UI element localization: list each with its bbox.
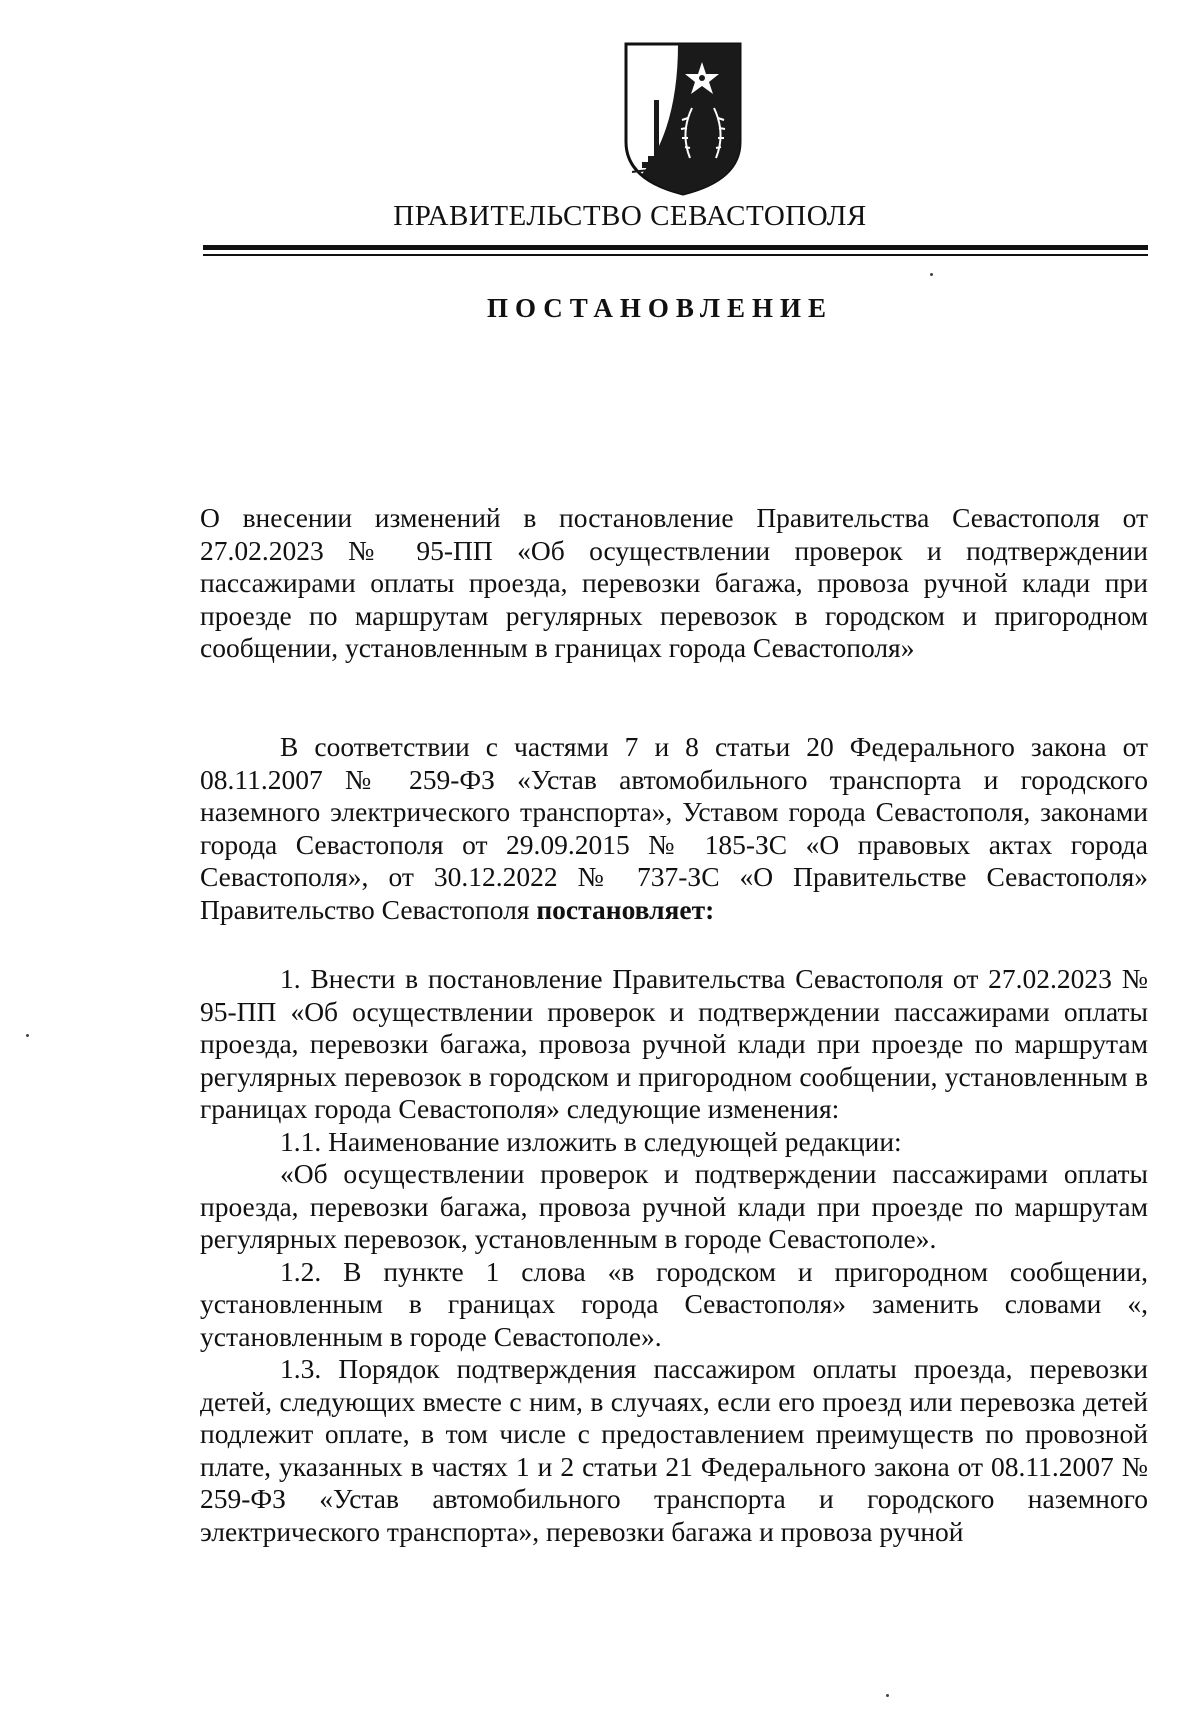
scan-speck <box>886 1694 889 1697</box>
resolution-items <box>200 963 1148 1548</box>
preamble <box>200 731 1148 926</box>
scan-speck <box>26 1034 29 1037</box>
scan-speck <box>930 273 933 276</box>
item-1-3: 1.3. Порядок подтверждения пассажиром оплаты проезда, перевозки детей, следующих вместе с ним, в случаях, если его проезд или перевозка детей подлежит оплате, в том числе с предоставлением преимуществ по провозной плате, указанных в частях 1 и 2 статьи 21 Федерального закона от 08.11.2007 № 259-ФЗ «Устав автомобильного транспорта и городского наземного электрического транспорта», перевозки багажа и провоза ручной <box>200 1353 1148 1547</box>
resolves-word: постановляет: <box>536 893 715 925</box>
item-1-1: 1.1. Наименование изложить в следующей редакции: <box>280 1125 902 1157</box>
item-1-2: 1.2. В пункте 1 слова «в городском и пригородном сообщении, установленным в границах города Севастополя» заменить словами «, установленным в городе Севастополе». <box>200 1255 1148 1352</box>
coat-of-arms-icon <box>618 38 748 198</box>
item-1-1-text: «Об осуществлении проверок и подтверждении пассажирами оплаты проезда, перевозки багажа, провоза ручной клади при проезде по маршрутам регулярных перевозок, установленным в городе Севастополе». <box>200 1158 1148 1254</box>
item-1: 1. Внести в постановление Правительства Севастополя от 27.02.2023 № 95-ПП «Об осуществлении проверок и подтверждении пассажирами оплаты проезда, перевозки багажа, провоза ручной клади при проезде по маршрутам регулярных перевозок в городском и пригородном сообщении, установленным в границах города Севастополя» следующие изменения: <box>200 963 1148 1124</box>
document-type-heading: ПОСТАНОВЛЕНИЕ <box>486 293 834 323</box>
document-subject: О внесении изменений в постановление Правительства Севастополя от 27.02.2023 № 95-ПП «Об осуществлении проверок и подтверждении пассажирами оплаты проезда, перевозки багажа, провоза ручной клади при проезде по маршрутам регулярных перевозок в городском и пригородном сообщении, установленным в границах города Севастополя» <box>200 502 1148 663</box>
header-rule-thick <box>203 245 1148 250</box>
organization-title: ПРАВИТЕЛЬСТВО СЕВАСТОПОЛЯ <box>393 200 867 232</box>
preamble-text: В соответствии с частями 7 и 8 статьи 20 Федерального закона от 08.11.2007 № 259-ФЗ «Устав автомобильного транспорта и городского наземного электрического транспорта», Уставом города Севастополя, законами города Севастополя от 29.09.2015 № 185-ЗС «О правовых актах города Севастополя», от 30.12.2022 № 737-ЗС «О Правительстве Севастополя» Правительство Севастополя <box>200 731 1148 925</box>
header-rule-thin <box>203 254 1148 256</box>
